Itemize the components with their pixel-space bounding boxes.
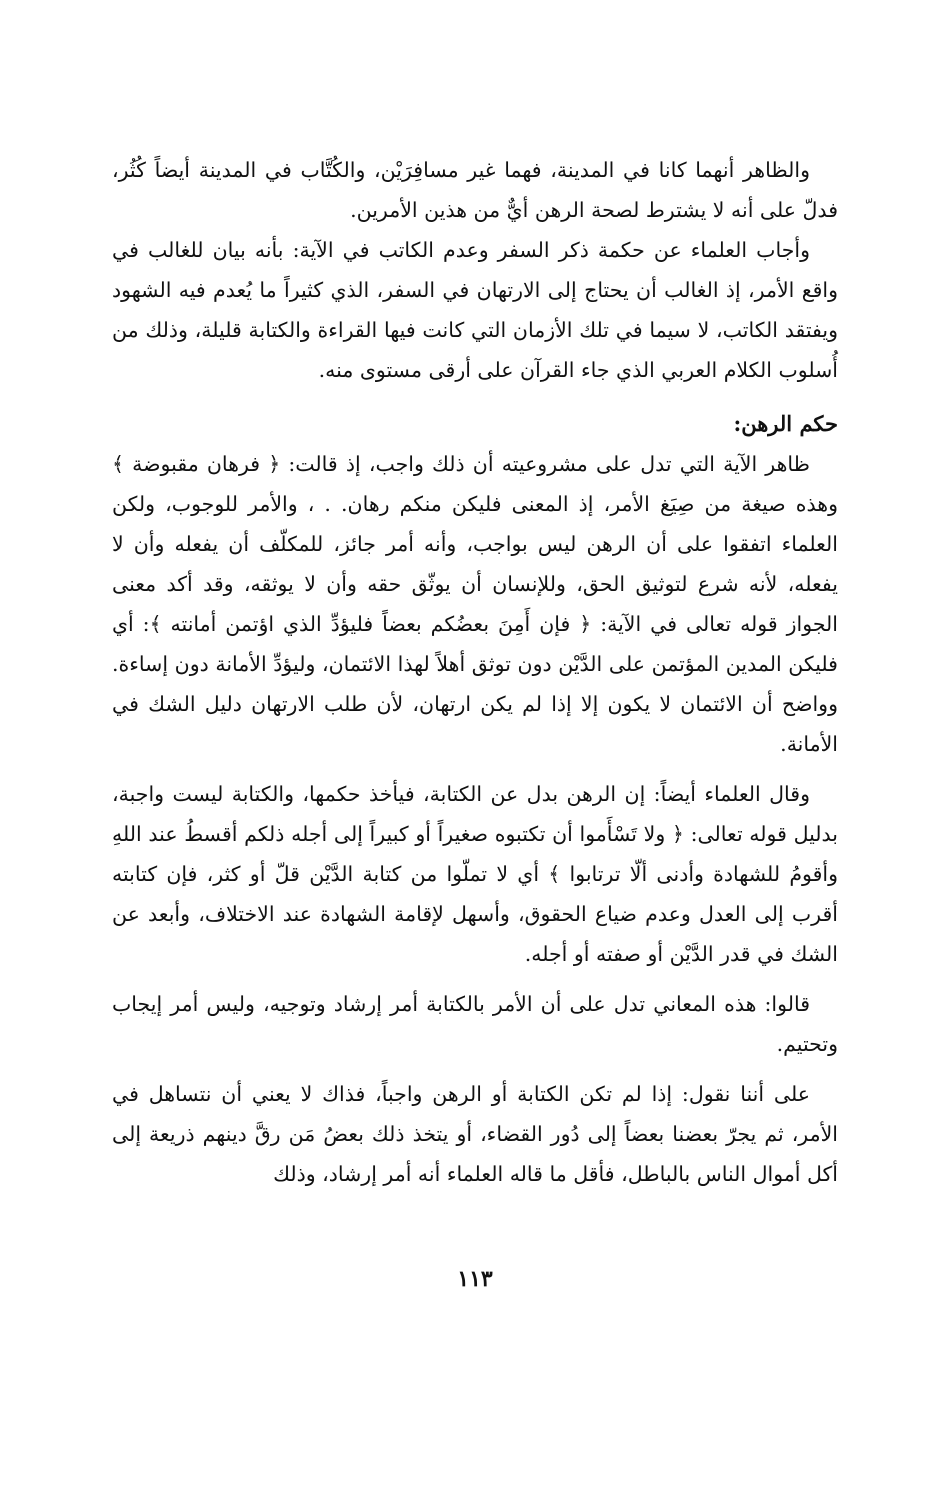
paragraph-writing-substitute: وقال العلماء أيضاً: إن الرهن بدل عن الكتابة، فيأخذ حكمها، والكتابة ليست واجبة، بدليل قوله تعالى: ﴿ ولا تَسْأَموا أن تكتبوه صغيراً أو كبيراً إلى أجله ذلكم أقسطُ عند اللهِ وأقومُ للشهادة وأدنى ألّا ترتابوا ﴾ أي لا تملّوا من كتابة الدَّيْن قلّ أو كثر، فإن كتابته أقرب إلى العدل وعدم ضياع الحقوق، وأسهل لإقامة الشهادة عند الاختلاف، وأبعد عن الشك في قدر الدَّيْن أو صفته أو أجله. [112, 782, 838, 966]
paragraph-our-view: على أننا نقول: إذا لم تكن الكتابة أو الرهن واجباً، فذاك لا يعني أن نتساهل في الأمر، ثم يجرّ بعضنا بعضاً إلى دُور القضاء، أو يتخذ ذلك بعضُ مَن رقَّ دينهم ذريعة إلى أكل أموال الناس بالباطل، فأقل ما قاله العلماء أنه أمر إرشاد، وذلك [112, 1082, 838, 1186]
paragraph-pledge-ruling: ظاهر الآية التي تدل على مشروعيته أن ذلك واجب، إذ قالت: ﴿ فرهان مقبوضة ﴾ وهذه صيغة من صِيَغ الأمر، إذ المعنى فليكن منكم رهان. . ، والأمر للوجوب، ولكن العلماء اتفقوا على أن الرهن ليس بواجب، وأنه أمر جائز، للمكلّف أن يفعله وأن لا يفعله، لأنه شرع لتوثيق الحق، وللإنسان أن يوثّق حقه وأن لا يوثقه، وقد أكد معنى الجواز قوله تعالى في الآية: ﴿ فإن أَمِنَ بعضُكم بعضاً فليؤدِّ الذي اؤتمن أمانته ﴾: أي فليكن المدين المؤتمن على الدَّيْن دون توثق أهلاً لهذا الائتمان، وليؤدِّ الأمانة دون إساءة. وواضح أن الائتمان لا يكون إلا إذا لم يكن ارتهان، لأن طلب الارتهان دليل الشك في الأمانة. [112, 452, 838, 756]
section-heading-pledge-ruling: حكم الرهن: [733, 411, 838, 436]
paragraph-apparent-city: والظاهر أنهما كانا في المدينة، فهما غير مسافِرَيْن، والكُتَّاب في المدينة أيضاً كُثُر، فدلّ على أنه لا يشترط لصحة الرهن أيٌّ من هذين الأمرين. [112, 158, 838, 222]
paragraph-scholars-answer: وأجاب العلماء عن حكمة ذكر السفر وعدم الكاتب في الآية: بأنه بيان للغالب في واقع الأمر، إذ الغالب أن يحتاج إلى الارتهان في السفر، الذي كثيراً ما يُعدم فيه الشهود ويفتقد الكاتب، لا سيما في تلك الأزمان التي كانت فيها القراءة والكتابة قليلة، وذلك من أُسلوب الكلام العربي الذي جاء القرآن على أرقى مستوى منه. [112, 238, 838, 382]
paragraph-guidance-order: قالوا: هذه المعاني تدل على أن الأمر بالكتابة أمر إرشاد وتوجيه، وليس أمر إيجاب وتحتيم. [112, 992, 838, 1056]
page-number: ١١٣ [457, 1266, 493, 1292]
page-body [112, 150, 838, 1194]
